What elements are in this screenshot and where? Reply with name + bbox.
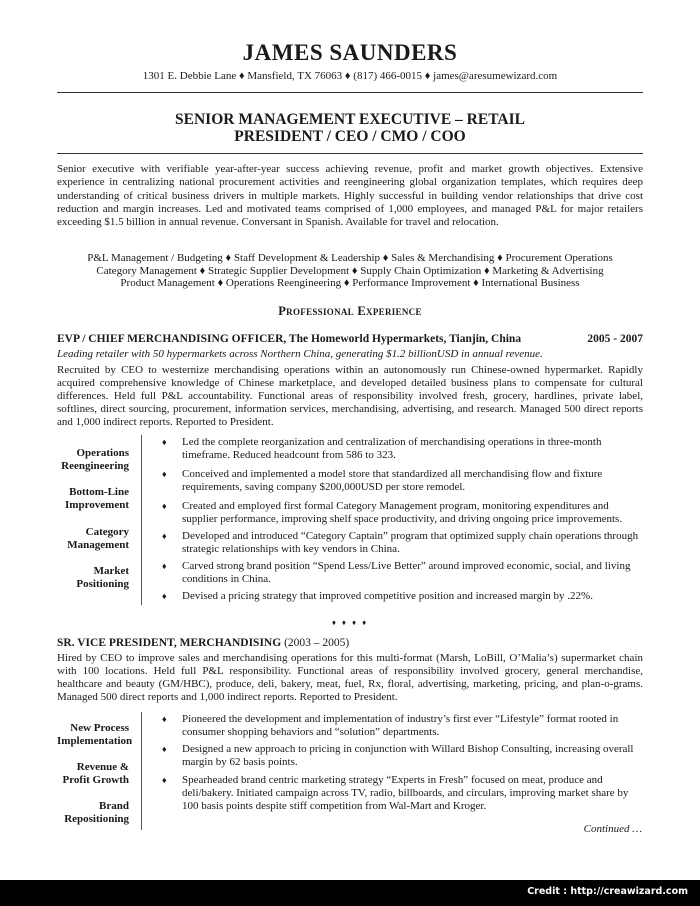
bullet-text: Conceived and implemented a model store that standardized all merchandising flow and fixture requirements, saving company $200,000USD per store remodel. bbox=[182, 468, 603, 493]
diamond-bullet-icon: ♦ bbox=[162, 469, 167, 479]
diamond-bullet-icon: ♦ bbox=[162, 744, 167, 754]
bullet-text: Created and employed first formal Category Management program, monitoring expenditures and supplier performance, improving shelf space productivity, and driving ongoing price improvements. bbox=[182, 500, 623, 525]
label-line: Reengineering bbox=[61, 460, 129, 472]
job1-label-bottom-line bbox=[57, 486, 129, 512]
label-line: Implementation bbox=[57, 735, 133, 747]
contact-line: 1301 E. Debbie Lane ♦ Mansfield, TX 76063 ♦ (817) 466-0015 ♦ james@aresumewizard.com bbox=[142, 70, 558, 82]
continued-note: Continued … bbox=[583, 823, 642, 835]
job1-description: Recruited by CEO to westernize merchandising operations within an autonomously run Chinese-owned hypermarket. Rapidly acquired comprehensive knowledge of Chinese marketplace, and developed detailed business plans to compensate for cultural differences. Held full P&L accountability. Functional areas of responsibility involved fresh, grocery, hardlines, private label, softlines, direct sourcing, procurement, information services, merchandising, advertising, and research. Managed 500 direct reports and 1,000 indirect reports. Reported to President. bbox=[57, 364, 643, 428]
skills-line: Product Management ♦ Operations Reengineering ♦ Performance Improvement ♦ International Business bbox=[120, 277, 580, 289]
bullet-text: Carved strong brand position “Spend Less/Live Better” around improved economic, social, and living conditions in China. bbox=[182, 560, 631, 585]
bullet-text: Led the complete reorganization and centralization of merchandising operations in three-month timeframe. Reduced headcount from 586 to 323. bbox=[182, 436, 602, 461]
job1-label-operations bbox=[57, 447, 129, 473]
credit-text: Credit : http://creawizard.com bbox=[527, 886, 688, 897]
job2-label-revenue bbox=[57, 761, 129, 787]
label-line: Market bbox=[93, 565, 129, 577]
label-line: Repositioning bbox=[64, 813, 129, 825]
target-title: SENIOR MANAGEMENT EXECUTIVE – RETAIL bbox=[175, 111, 525, 128]
header-rule bbox=[57, 92, 643, 93]
job2-description: Hired by CEO to improve sales and merchandising operations for this multi-format (Marsh, LoBill, O’Malia’s) supermarket chain with 100 locations. Held full P&L responsibility. Functional areas of responsibility involved grocery, general merchandise, healthcare and beauty (GM/HBC), produce, deli, bakery, meat, fuel, Rx, floral, advertising, marketing, pricing, and plan-o-grams. Managed 500 direct reports and 1,000 indirect reports. Reported to President. bbox=[57, 652, 643, 703]
label-line: Operations bbox=[76, 447, 129, 459]
label-line: Bottom-Line bbox=[69, 486, 129, 498]
diamond-bullet-icon: ♦ bbox=[162, 437, 167, 447]
job1-divider-line bbox=[141, 435, 142, 605]
job2-title: SR. VICE PRESIDENT, MERCHANDISING bbox=[57, 637, 282, 649]
job1-title: EVP / CHIEF MERCHANDISING OFFICER, The Homeworld Hypermarkets, Tianjin, China bbox=[57, 333, 522, 345]
bullet-text: Developed and introduced “Category Captain” program that optimized supply chain operations through strategic relationships with key vendors in China. bbox=[182, 530, 639, 555]
job1-header bbox=[57, 333, 643, 345]
diamond-bullet-icon: ♦ bbox=[162, 501, 167, 511]
job1-label-category bbox=[57, 526, 129, 552]
job2-label-brand bbox=[57, 800, 129, 826]
label-line: Revenue & bbox=[76, 761, 129, 773]
title-rule bbox=[57, 153, 643, 154]
label-line: Profit Growth bbox=[62, 774, 129, 786]
job2-divider-line bbox=[141, 712, 142, 830]
label-line: Management bbox=[67, 539, 129, 551]
diamond-bullet-icon: ♦ bbox=[162, 531, 167, 541]
job1-tagline: Leading retailer with 50 hypermarkets across Northern China, generating $1.2 billionUSD in annual revenue. bbox=[57, 348, 543, 360]
label-line: Positioning bbox=[76, 578, 129, 590]
target-roles: PRESIDENT / CEO / CMO / COO bbox=[234, 128, 466, 145]
label-line: New Process bbox=[70, 722, 129, 734]
label-line: Brand bbox=[99, 800, 129, 812]
experience-heading: Professional Experience bbox=[278, 304, 422, 318]
job1-label-market bbox=[57, 565, 129, 591]
job2-label-process bbox=[57, 722, 133, 748]
bullet-text: Designed a new approach to pricing in conjunction with Willard Bishop Consulting, increasing overall margin by 62 basis points. bbox=[182, 743, 634, 768]
section-divider: ♦ ♦ ♦ ♦ bbox=[331, 618, 369, 627]
diamond-bullet-icon: ♦ bbox=[162, 775, 167, 785]
bullet-text: Pioneered the development and implementation of industry’s first ever “Lifestyle” format rooted in consumer shopping behaviors and “solution” departments. bbox=[182, 713, 619, 738]
skills-line: P&L Management / Budgeting ♦ Staff Development & Leadership ♦ Sales & Merchandising ♦ Procurement Operations bbox=[87, 252, 613, 264]
bullet-text: Devised a pricing strategy that improved competitive position and increased margin by .22%. bbox=[182, 590, 593, 602]
bullet-text: Spearheaded brand centric marketing strategy “Experts in Fresh” focused on meat, produce and deli/bakery. Initiated campaign across TV, radio, billboards, and circulars, improving market share by 100 basis points despite stiff competition from Wal-Mart and Kroger. bbox=[182, 774, 629, 812]
skills-line: Category Management ♦ Strategic Supplier Development ♦ Supply Chain Optimization ♦ Marketing & Advertising bbox=[96, 264, 604, 277]
candidate-name: JAMES SAUNDERS bbox=[242, 40, 458, 65]
job2-header bbox=[57, 637, 643, 649]
job2-dates: (2003 – 2005) bbox=[281, 637, 350, 649]
label-line: Category bbox=[85, 526, 129, 538]
skills-list bbox=[57, 252, 643, 290]
job1-dates: 2005 - 2007 bbox=[587, 333, 643, 345]
executive-summary: Senior executive with verifiable year-after-year success achieving revenue, profit and market growth objectives. Extensive experience in centralizing national procurement activities and reengineering global organization templates, which requires deep understanding of critical business drivers in multiple markets. Highly successful in building vendor relationships that drive cost reduction and margin increases. Led and motivated teams comprised of 1,000 employees, and managed P&L for major retailers exceeding $1.5 billion in annual revenue. Conversant in Spanish. Available for travel and relocation. bbox=[57, 163, 643, 229]
label-line: Improvement bbox=[65, 499, 129, 511]
credit-bar bbox=[0, 880, 700, 906]
diamond-bullet-icon: ♦ bbox=[162, 714, 167, 724]
diamond-bullet-icon: ♦ bbox=[162, 561, 167, 571]
diamond-bullet-icon: ♦ bbox=[162, 591, 167, 601]
